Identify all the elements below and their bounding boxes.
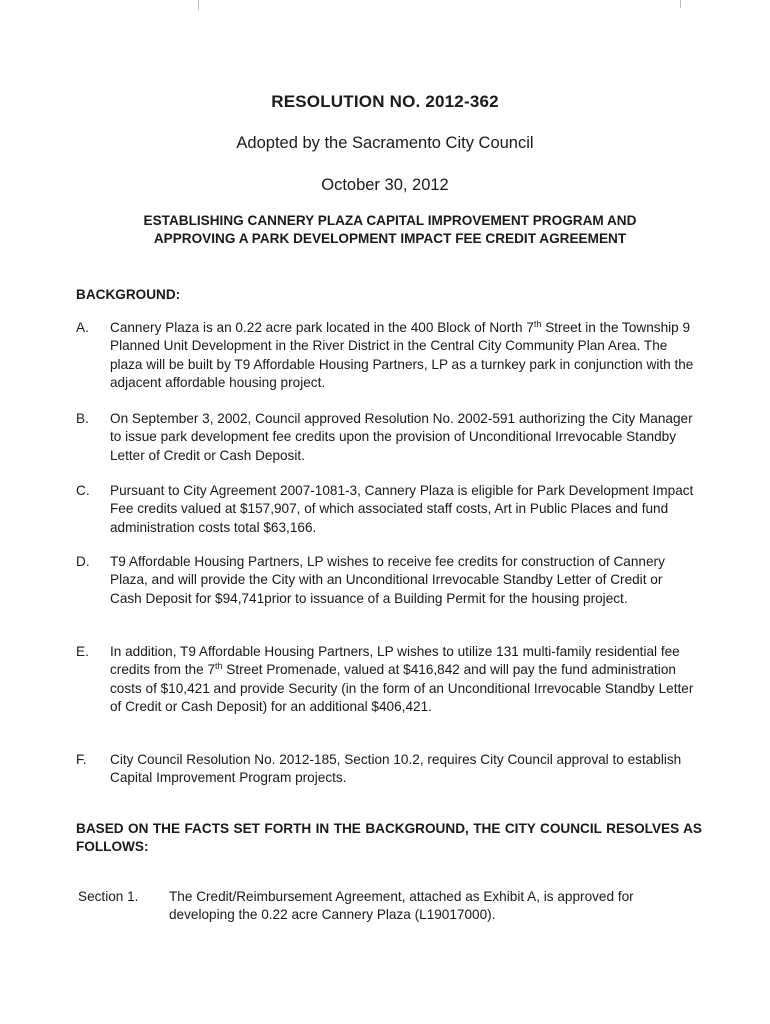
- heading-line-1: ESTABLISHING CANNERY PLAZA CAPITAL IMPROVEMENT PROGRAM AND: [143, 213, 637, 228]
- resolution-date: October 30, 2012: [321, 176, 449, 194]
- background-item-f: [76, 751, 696, 788]
- item-letter: C.: [76, 483, 90, 498]
- heading-line-2: APPROVING A PARK DEVELOPMENT IMPACT FEE CREDIT AGREEMENT: [153, 231, 627, 246]
- section-label: Section 1.: [78, 889, 139, 904]
- item-text: T9 Affordable Housing Partners, LP wishes to receive fee credits for construction of Cannery Plaza, and will provide the City with an Unconditional Irrevocable Standby Letter of Credit or Cash Deposit for $94,741prior to issuance of a Building Permit for the housing project.: [110, 554, 665, 606]
- background-item-c: [76, 482, 696, 537]
- resolution-title: RESOLUTION NO. 2012-362: [271, 92, 499, 111]
- item-text: On September 3, 2002, Council approved Resolution No. 2002-591 authorizing the City Manager to issue park development fee credits upon the provision of Unconditional Irrevocable Standby Letter of Credit or Cash Deposit.: [110, 411, 693, 463]
- background-label: BACKGROUND:: [76, 287, 181, 302]
- scan-artifact: [198, 0, 199, 10]
- item-letter: D.: [76, 554, 90, 569]
- background-item-d: [76, 553, 696, 608]
- item-text: Cannery Plaza is an 0.22 acre park located in the 400 Block of North 7th Street in the Township 9 Planned Unit Development in the River District in the Central City Community Plan Area. The plaza will be built by T9 Affordable Housing Partners, LP as a turnkey park in conjunction with the adjacent affordable housing project.: [110, 319, 694, 391]
- item-letter: B.: [76, 411, 89, 426]
- item-letter: A.: [76, 320, 89, 335]
- superscript: th: [215, 661, 223, 672]
- background-item-a: [76, 319, 696, 393]
- item-text: Pursuant to City Agreement 2007-1081-3, Cannery Plaza is eligible for Park Development Impact Fee credits valued at $157,907, of which associated staff costs, Art in Public Places and fund administration costs total $63,166.: [110, 483, 694, 535]
- background-item-e: [76, 643, 696, 717]
- background-item-b: [76, 410, 696, 465]
- scan-artifact: [680, 0, 681, 8]
- section-1: [78, 888, 698, 925]
- section-text: The Credit/Reimbursement Agreement, attached as Exhibit A, is approved for developing the 0.22 acre Cannery Plaza (L19017000).: [169, 889, 634, 923]
- superscript: th: [533, 319, 542, 329]
- adopted-line: Adopted by the Sacramento City Council: [236, 134, 534, 152]
- item-letter: E.: [76, 644, 89, 659]
- item-text: In addition, T9 Affordable Housing Partners, LP wishes to utilize 131 multi-family residential fee credits from the 7th Street Promenade, valued at $416,842 and will pay the fund administration costs of $10,421 and provide Security (in the form of an Unconditional Irrevocable Standby Letter of Credit or Cash Deposit) for an additional $406,421.: [110, 644, 694, 715]
- resolves-heading: BASED ON THE FACTS SET FORTH IN THE BACKGROUND, THE CITY COUNCIL RESOLVES AS FOLLOWS:: [76, 821, 702, 855]
- item-letter: F.: [76, 752, 87, 767]
- resolution-heading: [70, 212, 710, 248]
- item-text: City Council Resolution No. 2012-185, Section 10.2, requires City Council approval to establish Capital Improvement Program projects.: [110, 752, 682, 786]
